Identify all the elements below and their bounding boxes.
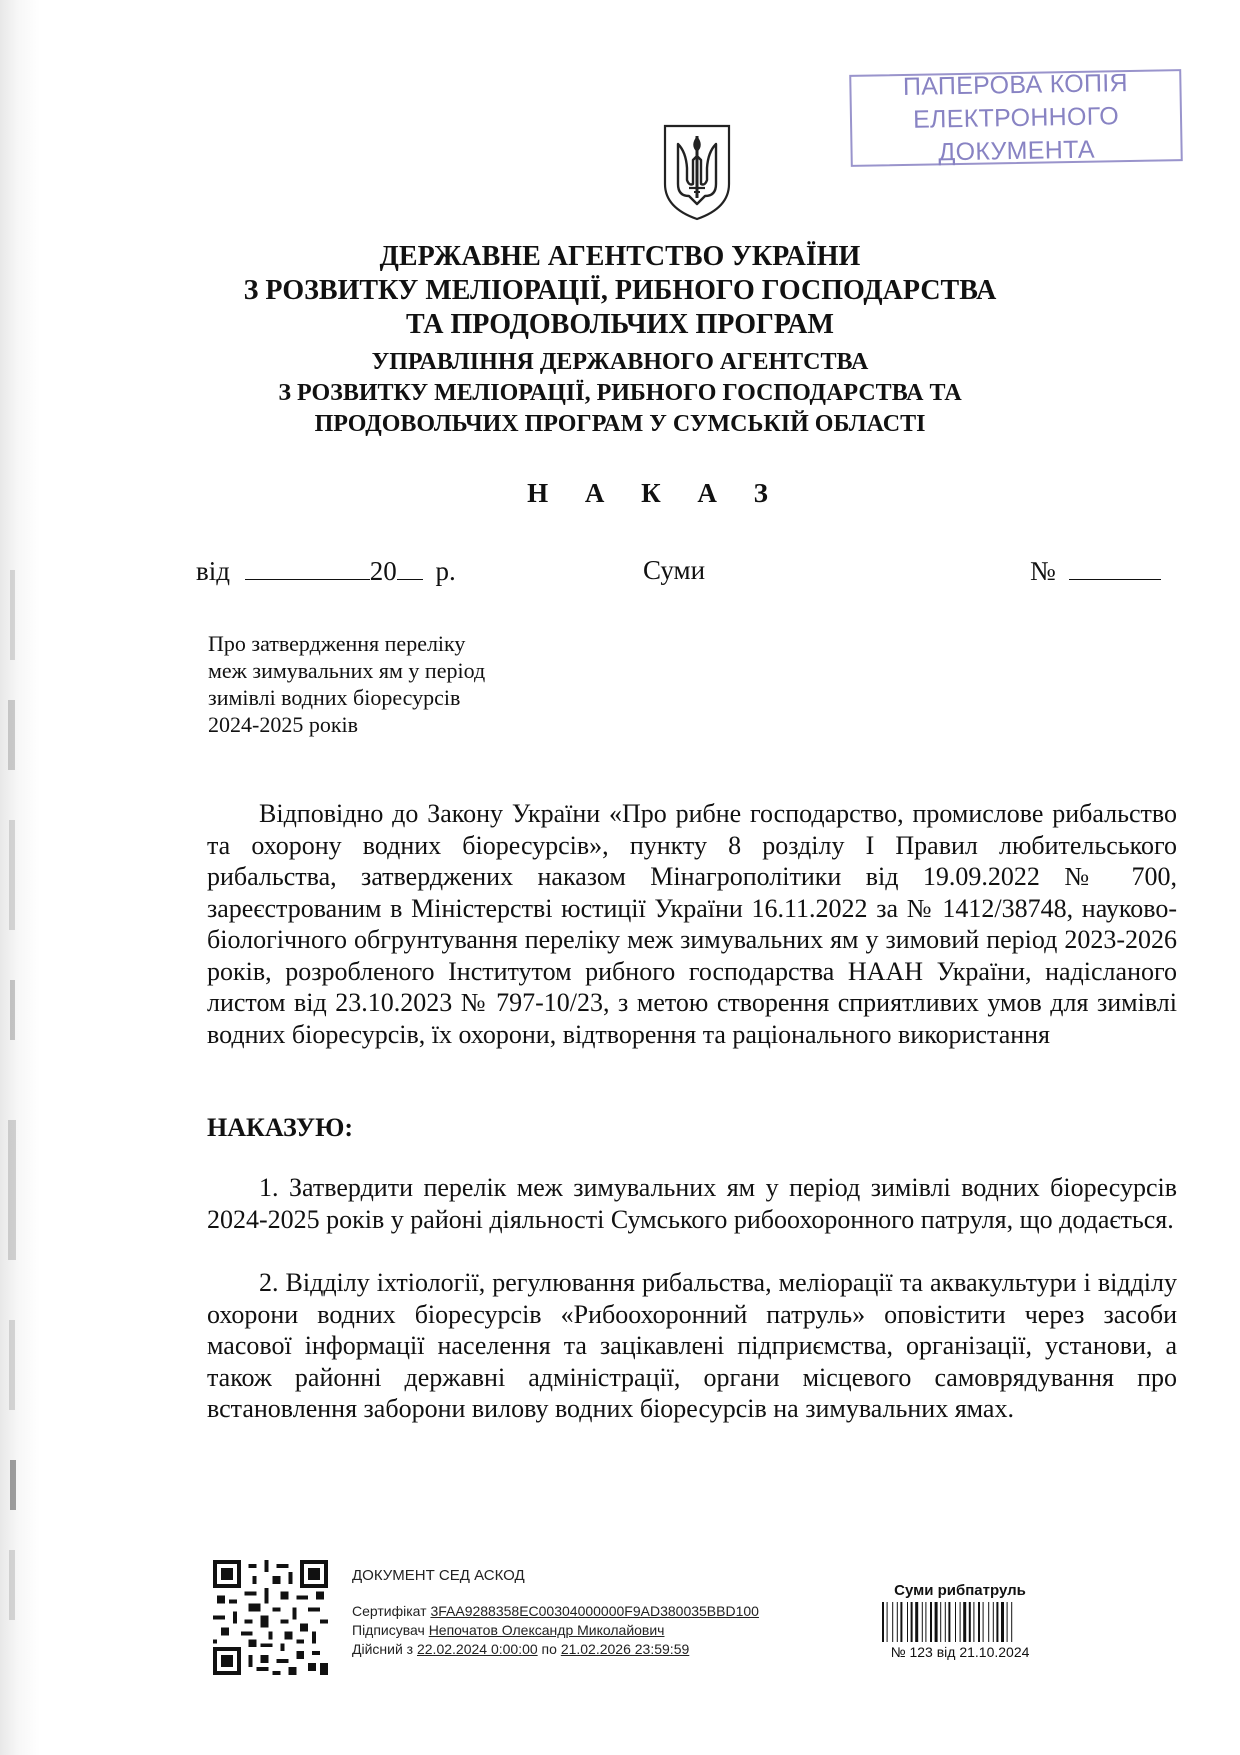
signer-line — [352, 1621, 872, 1640]
agency-line-2: З РОЗВИТКУ МЕЛІОРАЦІЇ, РИБНОГО ГОСПОДАРСТВА — [243, 275, 997, 306]
barcode-bar — [1007, 1602, 1008, 1642]
order-city: Суми — [643, 555, 706, 585]
number-blank — [1069, 555, 1161, 580]
scan-edge-marks — [4, 560, 26, 1660]
barcode-bar — [993, 1602, 994, 1642]
barcode-bar — [897, 1602, 898, 1642]
sed-title: ДОКУМЕНТ СЕД АСКОД — [352, 1567, 525, 1584]
barcode-bar — [945, 1602, 946, 1642]
dept-line-2: З РОЗВИТКУ МЕЛІОРАЦІЇ, РИБНОГО ГОСПОДАРСТВА ТА — [278, 380, 962, 406]
barcode-bar — [983, 1602, 984, 1642]
order-subject — [208, 630, 538, 738]
barcode-bar — [935, 1602, 938, 1642]
order-directive-heading: НАКАЗУЮ: — [207, 1113, 354, 1142]
subject-line-1: Про затвердження переліку — [208, 631, 466, 656]
year-suffix: р. — [435, 556, 456, 586]
stamp-line-1: ПАПЕРОВА КОПІЯ — [902, 68, 1129, 101]
order-number — [1030, 555, 1161, 587]
order-item-2: 2. Відділу іхтіології, регулювання рибальства, меліорації та аквакультури і відділу охорони водних біоресурсів «Рибоохоронний патруль» оповістити через засоби масової інформації населення та зацікавлені підприємства, організації, установи, а також районні державні адміністрації, органи місцевого самоврядування про встановлення заборони вилову водних біоресурсів на зимувальних ямах. — [207, 1268, 1177, 1423]
barcode-bar — [963, 1602, 966, 1642]
preamble-paragraph: Відповідно до Закону України «Про рибне господарство, промислове рибальство та охорону водних біоресурсів», пункту 8 розділу І Правил любительського рибальства, затверджених наказом Мінагрополітики від 19.09.2022 № 700, зареєстрованим в Міністерстві юстиції України 16.11.2022 за № 1412/38748, науково-біологічного обгрунтування переліку меж зимувальних ям у зимовий період 2023-2026 років, розробленого Інститутом рибного господарства НААН України, надісланого листом від 23.10.2023 № 797-10/23, з метою створення сприятливих умов для зимівлі водних біоресурсів, їх охорони, відтворення та раціонального використання — [207, 799, 1177, 1049]
barcode-bar — [882, 1602, 884, 1642]
certificate-line — [352, 1602, 872, 1621]
order-details-row — [196, 555, 1162, 595]
paper-copy-stamp — [849, 69, 1183, 167]
signer-label: Підписувач — [352, 1622, 425, 1638]
validity-line — [352, 1640, 872, 1659]
subject-line-2: меж зимувальних ям у період — [208, 658, 486, 683]
valid-from: 22.02.2024 0:00:00 — [416, 1641, 538, 1657]
barcode-bar — [907, 1602, 908, 1642]
barcode-caption-bottom: № 123 від 21.10.2024 — [890, 1644, 1030, 1660]
year-prefix: 20 — [369, 556, 397, 586]
valid-to: 21.02.2026 23:59:59 — [560, 1641, 690, 1657]
subject-line-3: зимівлі водних біоресурсів — [208, 685, 461, 710]
barcode-bar — [948, 1602, 950, 1642]
barcode-bar — [955, 1602, 956, 1642]
e-signature-footer — [205, 1560, 1205, 1690]
barcode-bar — [940, 1602, 941, 1642]
qr-code-icon — [213, 1560, 328, 1675]
barcode-bar — [978, 1602, 980, 1642]
date-label: від — [196, 556, 230, 586]
date-blank — [245, 555, 370, 580]
cert-value: 3FAA9288358EC00304000000F9AD380035BBD100 — [430, 1603, 759, 1619]
agency-line-1: ДЕРЖАВНЕ АГЕНТСТВО УКРАЇНИ — [379, 241, 861, 272]
order-item-1: 1. Затвердити перелік меж зимувальних ям у період зимівлі водних біоресурсів 2024-2025 років у районі діяльності Сумського рибоохоронного патруля, що додається. — [207, 1173, 1177, 1234]
barcode-bar — [973, 1602, 974, 1642]
barcode-bar — [925, 1602, 926, 1642]
signer-value: Непочатов Олександр Миколайович — [428, 1622, 665, 1638]
barcode-icon — [880, 1602, 1040, 1642]
document-type-title: Н А К А З — [527, 478, 783, 508]
registration-barcode — [875, 1582, 1045, 1661]
coat-of-arms-icon — [661, 122, 733, 222]
barcode-bar — [887, 1602, 888, 1642]
stamp-line-2: ЕЛЕКТРОННОГО ДОКУМЕНТА — [912, 101, 1120, 166]
dept-line-1: УПРАВЛІННЯ ДЕРЖАВНОГО АГЕНТСТВА — [371, 349, 869, 375]
agency-name — [150, 240, 1090, 342]
signature-info — [352, 1560, 872, 1659]
cert-label: Сертифікат — [352, 1603, 427, 1619]
agency-line-3: ТА ПРОДОВОЛЬЧИХ ПРОГРАМ — [406, 309, 834, 340]
barcode-bar — [922, 1602, 923, 1642]
barcode-caption-top: Суми рибпатруль — [894, 1582, 1026, 1599]
barcode-bar — [960, 1602, 961, 1642]
barcode-bar — [988, 1602, 989, 1642]
valid-label: Дійсний з — [352, 1641, 414, 1657]
barcode-bar — [969, 1602, 971, 1642]
barcode-bar — [900, 1602, 902, 1642]
barcode-bar — [892, 1602, 893, 1642]
number-label: № — [1030, 556, 1056, 586]
barcode-bar — [911, 1602, 913, 1642]
dept-line-3: ПРОДОВОЛЬЧИХ ПРОГРАМ У СУМСЬКІЙ ОБЛАСТІ — [314, 411, 926, 437]
barcode-bar — [930, 1602, 932, 1642]
barcode-bar — [1001, 1602, 1004, 1642]
department-name — [150, 347, 1090, 440]
subject-line-4: 2024-2025 років — [208, 712, 359, 737]
barcode-bar — [996, 1602, 998, 1642]
barcode-bar — [1011, 1602, 1012, 1642]
barcode-bar — [915, 1602, 918, 1642]
valid-to-label: по — [541, 1641, 557, 1657]
year-blank — [397, 555, 423, 580]
order-date — [196, 555, 456, 587]
